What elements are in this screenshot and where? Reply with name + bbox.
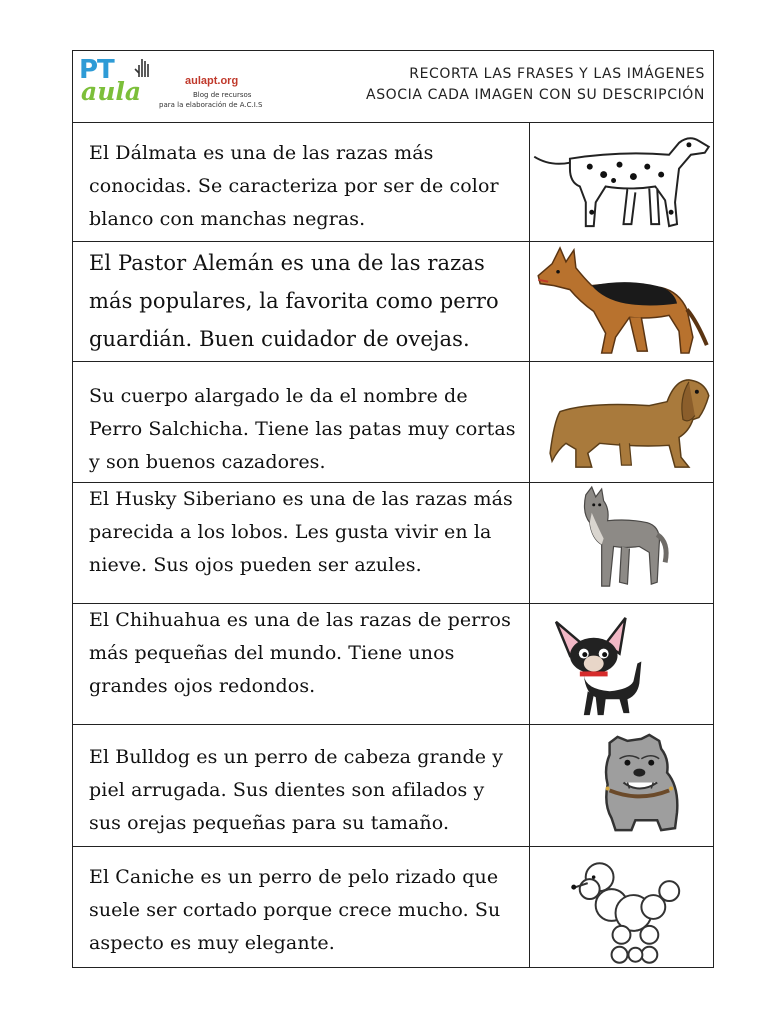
- image-cell: [530, 242, 713, 361]
- breed-row-dachshund: [73, 362, 713, 483]
- bulldog-icon: [530, 725, 713, 846]
- breed-row-bulldog: [73, 725, 713, 847]
- worksheet: [72, 50, 714, 968]
- description-cell: [73, 847, 530, 967]
- breed-description: El Husky Siberiano es una de las razas más parecida a los lobos. Les gusta vivir en la nieve. Sus ojos pueden ser azules.: [89, 488, 513, 576]
- breed-description: Su cuerpo alargado le da el nombre de Perro Salchicha. Tiene las patas muy cortas y son buenos cazadores.: [89, 385, 516, 473]
- instruction-line-2: ASOCIA CADA IMAGEN CON SU DESCRIPCIÓN: [366, 87, 705, 103]
- description-cell: [73, 362, 530, 482]
- worksheet-header: [73, 51, 713, 123]
- logo-tagline-2: para la elaboración de A.C.I.S: [159, 101, 263, 109]
- instruction-line-1: RECORTA LAS FRASES Y LAS IMÁGENES: [409, 66, 705, 82]
- chihuahua-icon: [530, 604, 713, 724]
- breed-description: El Bulldog es un perro de cabeza grande y piel arrugada. Sus dientes son afilados y sus orejas pequeñas para su tamaño.: [89, 746, 504, 834]
- dalmatian-icon: [530, 123, 713, 241]
- description-cell: [73, 242, 530, 361]
- breed-description: El Chihuahua es una de las razas de perros más pequeñas del mundo. Tiene unos grandes ojos redondos.: [89, 609, 511, 697]
- logo-tagline-1: Blog de recursos: [193, 91, 252, 99]
- breed-description: El Caniche es un perro de pelo rizado que suele ser cortado porque crece mucho. Su aspecto es muy elegante.: [89, 866, 501, 954]
- description-cell: [73, 483, 530, 603]
- breed-description: El Dálmata es una de las razas más conocidas. Se caracteriza por ser de color blanco con manchas negras.: [89, 142, 499, 230]
- description-cell: [73, 725, 530, 846]
- logo-aula-text: aula: [81, 77, 142, 106]
- image-cell: [530, 483, 713, 603]
- image-cell: [530, 604, 713, 724]
- breed-row-dalmatian: [73, 123, 713, 242]
- logo-url: aulapt.org: [185, 75, 239, 87]
- image-cell: [530, 123, 713, 241]
- description-cell: [73, 123, 530, 241]
- breed-row-poodle: [73, 847, 713, 967]
- breed-description: El Pastor Alemán es una de las razas más populares, la favorita como perro guardián. Buen cuidador de ovejas.: [89, 251, 499, 351]
- breed-row-chihuahua: [73, 604, 713, 725]
- image-cell: [530, 847, 713, 967]
- husky-icon: [530, 483, 713, 603]
- poodle-icon: [530, 847, 713, 967]
- logo-pt-text: PT: [79, 55, 114, 85]
- description-cell: [73, 604, 530, 724]
- german-shepherd-icon: [530, 242, 713, 361]
- aulapt-logo: [77, 55, 265, 117]
- logo-hand-icon: [131, 55, 157, 81]
- breed-row-husky: [73, 483, 713, 604]
- image-cell: [530, 725, 713, 846]
- dachshund-icon: [530, 362, 713, 482]
- breed-row-german-shepherd: [73, 242, 713, 362]
- image-cell: [530, 362, 713, 482]
